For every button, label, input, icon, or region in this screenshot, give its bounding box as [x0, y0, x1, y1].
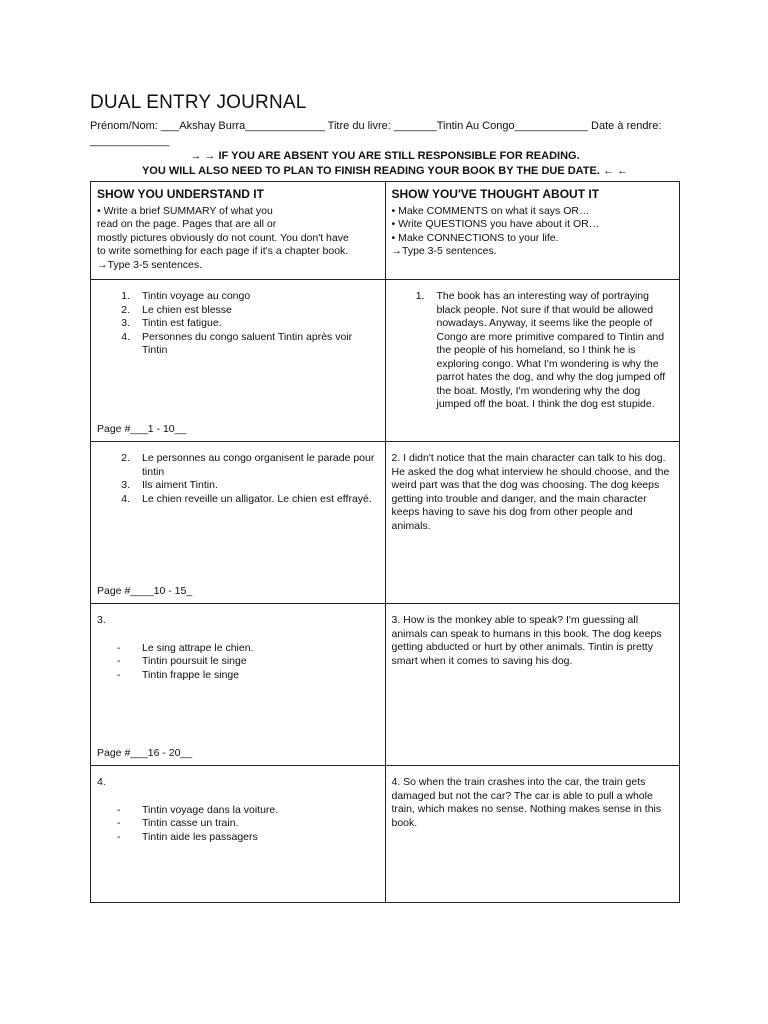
page-range: Page #____10 - 15_ — [97, 584, 193, 597]
journal-table — [90, 181, 680, 903]
page-title: DUAL ENTRY JOURNAL — [90, 92, 307, 113]
summary-item — [97, 452, 379, 479]
left-header-line: read on the page. Pages that are all or — [97, 218, 277, 230]
reflection-text: The book has an interesting way of portraying black people. Not sure if that would be allowed nowadays. Anyway, it seems like the people of Congo are more primitive compared to Tintin and the people of his homeland, so I think he is exploring congo. What I'm wondering is why the parrot hates the dog, and why the dog jumped off the boat. Mostly, I'm wondering why the dog jumped off the boat. I think the dog est stupide. — [436, 290, 666, 410]
item-marker: 1. — [121, 290, 130, 302]
right-header-line: • Make COMMENTS on what it says OR… — [391, 204, 590, 217]
right-header-line: • Write QUESTIONS you have about it OR… — [391, 218, 600, 230]
right-header-line: • Make CONNECTIONS to your life. — [391, 231, 559, 244]
header-row — [91, 182, 680, 280]
item-marker: 4. — [121, 492, 130, 505]
right-header-line: →Type 3-5 sentences. — [391, 245, 497, 257]
summary-item — [97, 290, 379, 304]
item-marker: 4. — [121, 330, 130, 343]
item-marker: - — [117, 817, 121, 829]
item-text: Tintin voyage au congo — [142, 290, 251, 302]
right-header-title: SHOW YOU'VE THOUGHT ABOUT IT — [391, 187, 600, 201]
summary-item — [97, 804, 379, 818]
item-marker: - — [117, 830, 121, 843]
entry-row — [91, 766, 680, 903]
reflection-list — [392, 290, 674, 412]
item-marker: 3. — [121, 479, 130, 491]
summary-item — [97, 493, 379, 507]
item-marker: 2. — [121, 303, 130, 316]
item-text: Tintin est fatigue. — [142, 317, 222, 329]
entry-row — [91, 280, 680, 442]
summary-list — [97, 804, 379, 845]
item-text: Personnes du congo saluent Tintin après voir Tintin — [142, 330, 353, 356]
item-marker: - — [117, 655, 121, 667]
reflection-cell — [385, 442, 680, 604]
summary-item — [97, 655, 379, 669]
left-header-line: mostly pictures obviously do not count. You don't have — [97, 231, 349, 244]
item-text: Ils aiment Tintin. — [142, 479, 218, 491]
reflection-item — [392, 290, 674, 412]
item-text: Tintin casse un train. — [142, 817, 239, 829]
item-text: Le chien est blesse — [142, 303, 232, 316]
summary-cell — [91, 442, 386, 604]
summary-item — [97, 831, 379, 845]
summary-item — [97, 479, 379, 493]
page-range: Page #___1 - 10__ — [97, 422, 187, 435]
summary-list — [97, 290, 379, 358]
notice-line-2: YOU WILL ALSO NEED TO PLAN TO FINISH READING YOUR BOOK BY THE DUE DATE. ← ← — [141, 165, 629, 177]
entry-row — [91, 604, 680, 766]
item-marker: - — [117, 803, 121, 816]
summary-list — [97, 642, 379, 683]
item-text: Le chien reveille un alligator. Le chien est effrayé. — [142, 492, 372, 505]
entry-number: 4. — [97, 776, 106, 788]
reflection-cell — [385, 280, 680, 442]
item-marker: 2. — [121, 452, 130, 464]
item-text: Tintin aide les passagers — [142, 830, 258, 843]
item-text: Tintin poursuit le singe — [142, 655, 247, 667]
name-title-date-line: Prénom/Nom: ___Akshay Burra_____________ Titre du livre: _______Tintin Au Congo____________ Date à rendre: _____________ — [90, 120, 662, 147]
summary-item — [97, 317, 379, 331]
item-marker: - — [117, 668, 121, 681]
summary-item — [97, 331, 379, 358]
summary-cell — [91, 604, 386, 766]
summary-item — [97, 304, 379, 318]
entry-number: 3. — [97, 614, 106, 626]
summary-item — [97, 817, 379, 831]
item-text: Tintin voyage dans la voiture. — [142, 803, 279, 816]
journal-page — [90, 92, 680, 903]
left-header-cell — [91, 182, 386, 280]
left-header-line: to write something for each page if it's a chapter book. — [97, 245, 349, 257]
left-header-title: SHOW YOU UNDERSTAND IT — [97, 187, 264, 201]
reflection-cell — [385, 766, 680, 903]
summary-cell — [91, 280, 386, 442]
reflection-cell — [385, 604, 680, 766]
entry-row — [91, 442, 680, 604]
page-range: Page #___16 - 20__ — [97, 746, 193, 759]
item-marker: - — [117, 641, 121, 654]
item-marker: 1. — [415, 290, 425, 302]
reflection-text: 4. So when the train crashes into the car, the train gets damaged but not the car? The car is able to pull a whole train, which makes no sense. Nothing makes sense in this book. — [391, 776, 662, 829]
reflection-text: 3. How is the monkey able to speak? I'm guessing all animals can speak to humans in this book. The dog keeps getting abducted or hurt by other animals. Tintin is pretty smart when it comes to saving his dog. — [391, 614, 662, 667]
reflection-text: 2. I didn't notice that the main character can talk to his dog. He asked the dog what interview he should choose, and the weird part was that the dog was choosing. The dog keeps getting into trouble and danger, and the main character keeps having to save his dog from other people and animals. — [391, 452, 670, 532]
left-header-line: →Type 3-5 sentences. — [97, 258, 203, 271]
summary-list — [97, 452, 379, 506]
item-text: Le personnes au congo organisent le parade pour tintin — [142, 452, 375, 478]
summary-item — [97, 669, 379, 683]
item-text: Le sing attrape le chien. — [142, 641, 254, 654]
right-header-cell — [385, 182, 680, 280]
summary-cell — [91, 766, 386, 903]
notice-line-1: → → IF YOU ARE ABSENT YOU ARE STILL RESPONSIBLE FOR READING. — [190, 150, 580, 162]
left-header-line: • Write a brief SUMMARY of what you — [97, 204, 273, 217]
summary-item — [97, 642, 379, 656]
item-text: Tintin frappe le singe — [142, 668, 240, 681]
item-marker: 3. — [121, 317, 130, 329]
